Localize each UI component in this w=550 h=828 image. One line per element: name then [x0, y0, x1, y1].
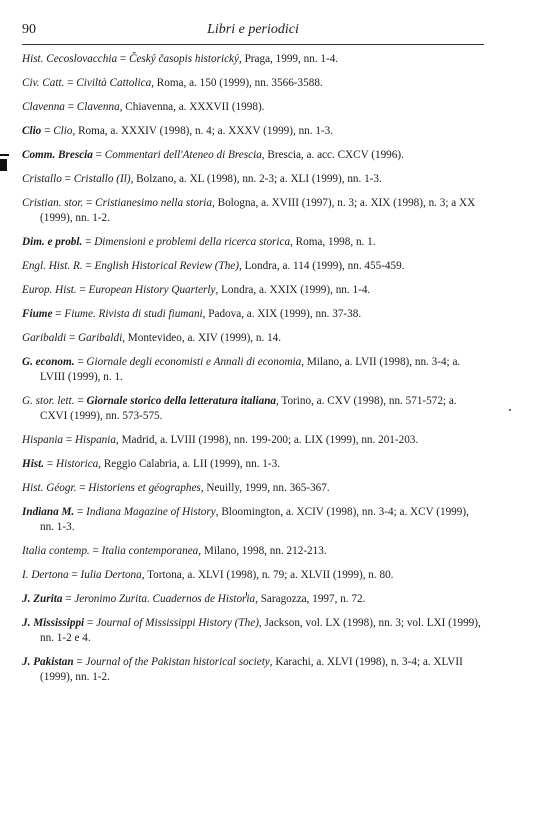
entry-details: , Roma, 1998, n. 1.: [290, 236, 376, 248]
entry-details: , Padova, a. XIX (1999), nn. 37-38.: [202, 308, 362, 320]
entry-abbreviation: Hispania: [22, 434, 64, 446]
entry-title: Český časopis historický: [128, 53, 239, 65]
entry-title: Civiltà Cattolica: [76, 77, 152, 89]
list-item: Hist. Cecoslovacchia = Český časopis historický, Praga, 1999, nn. 1-4.: [22, 53, 339, 65]
list-item: J. Zurita = Jeronimo Zurita. Cuadernos de Historia, Saragozza, 1997, n. 72.: [22, 593, 366, 605]
entry-abbreviation: Hist. Géogr.: [22, 482, 77, 494]
entry-abbreviation: Clavenna: [22, 101, 65, 113]
margin-mark: [0, 159, 7, 171]
entry-abbreviation: Cristian. stor.: [22, 197, 84, 209]
list-item: Cristallo = Cristallo (Il), Bolzano, a. XL (1998), nn. 2-3; a. XLI (1999), nn. 1-3.: [22, 173, 382, 185]
speck: [509, 409, 511, 411]
entry-details: , Milano, a. LVII (1998), nn. 3-4; a. LVIII (1999), n. 1.: [40, 356, 461, 383]
entry-details: , Bloomington, a. XCIV (1998), nn. 3-4; a. XCV (1999), nn. 1-3.: [40, 506, 469, 533]
entry-details: , Reggio Calabria, a. LII (1999), nn. 1-3.: [98, 458, 280, 470]
entry-abbreviation: Hist.: [22, 458, 45, 470]
entry-details: , Roma, a. XXXIV (1998), n. 4; a. XXXV (1999), nn. 1-3.: [72, 125, 334, 137]
entry-title: Garibaldi: [78, 332, 123, 344]
entry-details: , Tortona, a. XLVI (1998), n. 79; a. XLVII (1999), n. 80.: [141, 569, 394, 581]
entry-abbreviation: J. Zurita: [22, 593, 63, 605]
list-item: J. Pakistan = Journal of the Pakistan historical society, Karachi, a. XLVI (1998), n. 3-4; a. XLVII (1999), nn. 1-2.: [22, 656, 463, 683]
entry-title: Giornale storico della letteratura italiana: [86, 395, 277, 407]
entry-title: Iulia Dertona: [80, 569, 142, 581]
list-item: Europ. Hist. = European History Quarterly, Londra, a. XXIX (1999), nn. 1-4.: [22, 284, 371, 296]
list-item: I. Dertona = Iulia Dertona, Tortona, a. XLVI (1998), n. 79; a. XLVII (1999), n. 80.: [22, 569, 394, 581]
list-item: Clavenna = Clavenna, Chiavenna, a. XXXVII (1998).: [22, 101, 265, 113]
entry-abbreviation: Garibaldi: [22, 332, 67, 344]
entry-abbreviation: G. stor. lett.: [22, 395, 75, 407]
list-item: Comm. Brescia = Commentari dell'Ateneo di Brescia, Brescia, a. acc. CXCV (1996).: [22, 149, 404, 161]
page-header: [22, 22, 484, 45]
entry-details: , Montevideo, a. XIV (1999), n. 14.: [122, 332, 282, 344]
entry-title: English Historical Review (The): [94, 260, 239, 272]
entry-details: , Milano, 1998, nn. 212-213.: [198, 545, 327, 557]
entry-title: Giornale degli economisti e Annali di economia: [86, 356, 302, 368]
page-number: 90: [22, 22, 36, 37]
entry-abbreviation: G. econom.: [22, 356, 75, 368]
entry-abbreviation: Dim. e probl.: [22, 236, 83, 248]
entry-abbreviation: Civ. Catt.: [22, 77, 65, 89]
entry-details: , Saragozza, 1997, n. 72.: [255, 593, 366, 605]
list-item: Hist. Géogr. = Historiens et géographes, Neuilly, 1999, nn. 365-367.: [22, 482, 330, 494]
list-item: Cristian. stor. = Cristianesimo nella storia, Bologna, a. XVIII (1997), n. 3; a. XIX (1998), n. 3; a XX (1999), nn. 1-2.: [22, 197, 476, 224]
list-item: Italia contemp. = Italia contemporanea, Milano, 1998, nn. 212-213.: [22, 545, 327, 557]
entry-title: Historiens et géographes: [88, 482, 201, 494]
list-item: Fiume = Fiume. Rivista di studi fiumani, Padova, a. XIX (1999), nn. 37-38.: [22, 308, 362, 320]
entry-title: Indiana Magazine of History: [86, 506, 216, 518]
entry-title: Historica: [55, 458, 99, 470]
list-item: Hist. = Historica, Reggio Calabria, a. LII (1999), nn. 1-3.: [22, 458, 280, 470]
entry-details: , Bolzano, a. XL (1998), nn. 2-3; a. XLI (1999), nn. 1-3.: [130, 173, 382, 185]
bibliography-list: [22, 52, 484, 694]
entry-details: , Bologna, a. XVIII (1997), n. 3; a. XIX (1998), n. 3; a XX (1999), nn. 1-2.: [40, 197, 476, 224]
list-item: Garibaldi = Garibaldi, Montevideo, a. XIV (1999), n. 14.: [22, 332, 282, 344]
entry-details: , Jackson, vol. LX (1998), nn. 3; vol. LXI (1999), nn. 1-2 e 4.: [40, 617, 481, 644]
list-item: Civ. Catt. = Civiltà Cattolica, Roma, a. 150 (1999), nn. 3566-3588.: [22, 77, 323, 89]
list-item: G. econom. = Giornale degli economisti e Annali di economia, Milano, a. LVII (1998), nn. 3-4; a. LVIII (1999), n. 1.: [22, 356, 461, 383]
entry-abbreviation: Hist. Cecoslovacchia: [22, 53, 118, 65]
entry-title: Fiume. Rivista di studi fiumani: [64, 308, 203, 320]
entry-details: , Neuilly, 1999, nn. 365-367.: [200, 482, 330, 494]
entry-details: , Londra, a. 114 (1999), nn. 455-459.: [239, 260, 405, 272]
entry-details: , Karachi, a. XLVI (1998), n. 3-4; a. XLVII (1999), nn. 1-2.: [40, 656, 463, 683]
entry-details: , Brescia, a. acc. CXCV (1996).: [261, 149, 404, 161]
entry-abbreviation: Italia contemp.: [22, 545, 90, 557]
entry-abbreviation: Fiume: [22, 308, 53, 320]
entry-details: , Praga, 1999, nn. 1-4.: [238, 53, 339, 65]
entry-abbreviation: J. Mississippi: [22, 617, 85, 629]
entry-title: Journal of the Pakistan historical society: [85, 656, 270, 668]
entry-details: , Madrid, a. LVIII (1998), nn. 199-200; a. LIX (1999), nn. 201-203.: [115, 434, 419, 446]
entry-abbreviation: Europ. Hist.: [22, 284, 77, 296]
entry-title: Hispania: [74, 434, 116, 446]
entry-abbreviation: Clio: [22, 125, 42, 137]
entry-title: Journal of Mississippi History (The): [96, 617, 259, 629]
entry-title: European History Quarterly: [88, 284, 216, 296]
entry-abbreviation: J. Pakistan: [22, 656, 74, 668]
entry-title: Clavenna: [76, 101, 120, 113]
entry-details: , Roma, a. 150 (1999), nn. 3566-3588.: [151, 77, 323, 89]
entry-details: , Chiavenna, a. XXXVII (1998).: [119, 101, 265, 113]
list-item: Engl. Hist. R. = English Historical Review (The), Londra, a. 114 (1999), nn. 455-459.: [22, 260, 405, 272]
entry-details: , Londra, a. XXIX (1999), nn. 1-4.: [215, 284, 371, 296]
entry-title: Jeronimo Zurita. Cuadernos de Historia: [74, 593, 256, 605]
entry-title: Dimensioni e problemi della ricerca storica: [94, 236, 291, 248]
entry-abbreviation: Engl. Hist. R.: [22, 260, 83, 272]
entry-abbreviation: I. Dertona: [22, 569, 69, 581]
entry-abbreviation: Indiana M.: [22, 506, 75, 518]
entry-title: Clio: [53, 125, 73, 137]
entry-title: Commentari dell'Ateneo di Brescia: [104, 149, 262, 161]
running-title: Libri e periodici: [207, 22, 299, 37]
entry-abbreviation: Cristallo: [22, 173, 62, 185]
list-item: Hispania = Hispania, Madrid, a. LVIII (1998), nn. 199-200; a. LIX (1999), nn. 201-203.: [22, 434, 419, 446]
entry-title: Cristianesimo nella storia: [95, 197, 213, 209]
list-item: G. stor. lett. = Giornale storico della letteratura italiana, Torino, a. CXV (1998), nn. 571-572; a. CXVI (1999), nn. 573-575.: [22, 395, 457, 422]
list-item: Dim. e probl. = Dimensioni e problemi della ricerca storica, Roma, 1998, n. 1.: [22, 236, 376, 248]
list-item: Indiana M. = Indiana Magazine of History, Bloomington, a. XCIV (1998), nn. 3-4; a. XCV (1999), nn. 1-3.: [22, 506, 469, 533]
entry-details: , Torino, a. CXV (1998), nn. 571-572; a. CXVI (1999), nn. 573-575.: [40, 395, 457, 422]
list-item: Clio = Clio, Roma, a. XXXIV (1998), n. 4; a. XXXV (1999), nn. 1-3.: [22, 125, 334, 137]
entry-title: Italia contemporanea: [101, 545, 199, 557]
list-item: J. Mississippi = Journal of Mississippi History (The), Jackson, vol. LX (1998), nn. 3; vol. LXI (1999), nn. 1-2 e 4.: [22, 617, 481, 644]
entry-title: Cristallo (Il): [73, 173, 131, 185]
entry-abbreviation: Comm. Brescia: [22, 149, 93, 161]
